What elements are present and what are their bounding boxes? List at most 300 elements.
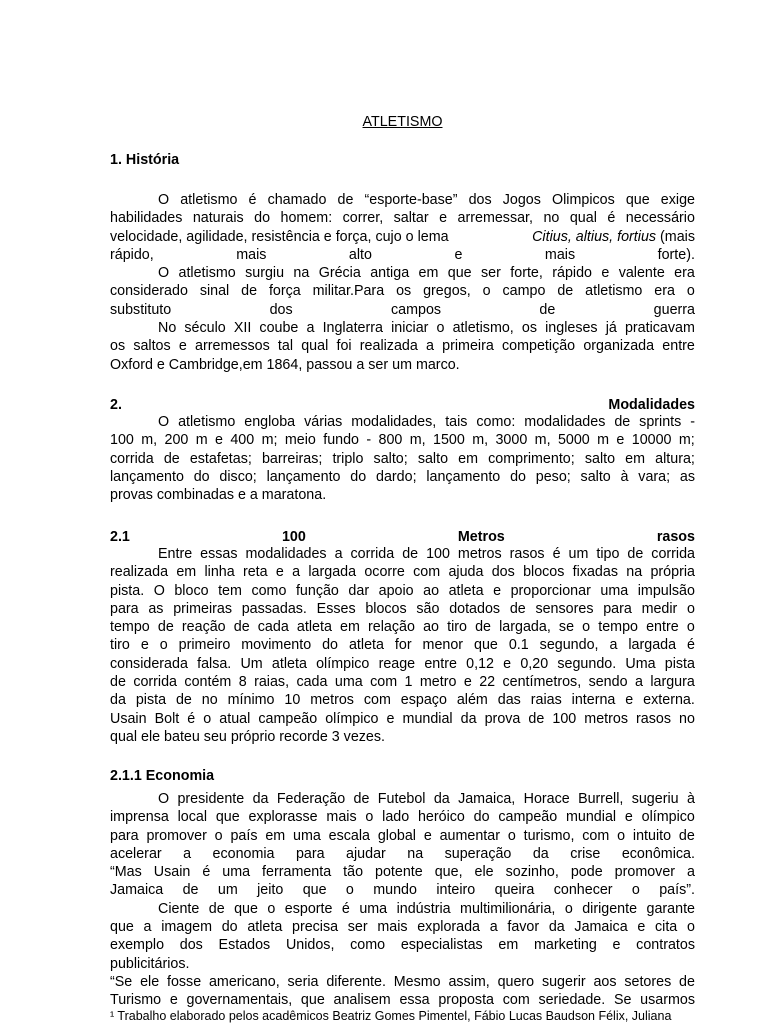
word: o: [159, 637, 168, 654]
text-line: [110, 918, 695, 936]
word: blocos: [365, 600, 407, 617]
word: entre: [662, 338, 695, 355]
word: superação: [444, 845, 512, 862]
word: bloco: [174, 582, 209, 599]
word: -: [690, 414, 695, 430]
word: e: [169, 992, 178, 1009]
word: pista: [135, 692, 167, 709]
word: foi: [336, 338, 352, 355]
word: promover: [146, 827, 207, 844]
word: de: [182, 882, 199, 899]
word: salto: [584, 450, 616, 467]
word: para: [110, 600, 139, 617]
text-line: [110, 808, 695, 826]
word: campeão: [258, 710, 318, 727]
heading-part: rasos: [656, 529, 695, 545]
word: Unidos,: [285, 937, 335, 954]
text-line: [110, 582, 695, 600]
word: era: [654, 283, 675, 300]
word: 0.1: [508, 637, 529, 654]
word: “Se: [110, 973, 133, 990]
text-line: [110, 881, 695, 899]
word: forte,: [510, 265, 543, 282]
word: entre: [424, 655, 457, 672]
word: no: [543, 210, 560, 227]
word: for: [394, 637, 412, 654]
word: “Mas: [110, 864, 142, 881]
word: atual: [219, 710, 251, 727]
word: a: [334, 546, 343, 562]
word: intuito: [632, 827, 672, 844]
word: Mesmo: [393, 973, 441, 990]
word: ajuda: [448, 564, 484, 581]
word: economia: [212, 845, 275, 862]
word: é: [607, 210, 616, 227]
word: menor: [422, 637, 464, 654]
word: século: [184, 320, 226, 337]
word: com: [363, 692, 391, 709]
word: em: [498, 937, 519, 954]
word: contratos: [636, 937, 695, 954]
word: em: [458, 450, 479, 467]
word: atletismo,: [452, 320, 514, 337]
word: correr,: [342, 210, 384, 227]
word: tiro: [110, 637, 130, 654]
word: aos: [593, 973, 617, 990]
word: o: [267, 900, 276, 917]
word: 10: [284, 692, 301, 709]
word: de: [241, 283, 258, 300]
word: sprints: [639, 414, 682, 430]
document-title: ATLETISMO: [362, 114, 443, 130]
word: lado: [382, 809, 410, 826]
word: dos: [179, 937, 203, 954]
word: pista.: [110, 582, 145, 599]
word: mundial: [402, 710, 453, 727]
word: que: [300, 992, 325, 1009]
text-fragment: (mais: [660, 228, 695, 245]
word: atletismo: [178, 265, 236, 282]
word: necessário: [625, 210, 695, 227]
word: o: [507, 827, 516, 844]
text-line: [110, 936, 695, 954]
word: o: [436, 320, 445, 337]
word: largada: [308, 564, 357, 581]
word: imprensa: [110, 809, 169, 826]
word: de: [627, 546, 644, 562]
word: e: [616, 432, 625, 449]
word: altura;: [655, 450, 695, 467]
text-line: [110, 209, 695, 227]
word: rápido,: [110, 246, 154, 263]
word: um: [217, 882, 238, 899]
text-line: [110, 282, 695, 300]
word: corrida: [110, 450, 154, 467]
word: o: [686, 919, 695, 936]
word: e: [423, 827, 432, 844]
word: marketing: [534, 937, 597, 954]
word: o: [214, 827, 223, 844]
word: país: [230, 827, 258, 844]
word: de: [175, 692, 192, 709]
word: como:: [476, 414, 516, 430]
word: rasos: [636, 710, 671, 727]
text-line: [110, 636, 695, 654]
word: cita: [655, 919, 678, 936]
word: guerra: [653, 301, 695, 318]
word: a: [183, 845, 192, 862]
word: m;: [261, 432, 278, 449]
word: mundial: [566, 809, 617, 826]
word: diferente.: [326, 973, 386, 990]
word: olímpico: [641, 809, 695, 826]
word: iniciar: [391, 320, 429, 337]
word: raias: [530, 692, 562, 709]
word: a: [292, 564, 301, 581]
word: O: [158, 265, 170, 282]
word: mínimo: [227, 692, 275, 709]
word: mais: [236, 246, 267, 263]
text-line: [110, 900, 695, 918]
word: reação: [181, 619, 226, 636]
word: quero: [497, 973, 535, 990]
word: arremessar,: [457, 210, 533, 227]
word: corrida: [651, 546, 695, 562]
word: em: [418, 265, 439, 282]
word: são: [416, 600, 440, 617]
word: as: [148, 600, 164, 617]
word: cada: [257, 619, 289, 636]
word: como: [251, 582, 287, 599]
word: que: [474, 637, 498, 654]
word: de: [233, 619, 250, 636]
word: local: [177, 809, 208, 826]
word: de: [163, 450, 180, 467]
word: saltar: [393, 210, 429, 227]
word: reage: [378, 655, 416, 672]
word: rápido: [552, 265, 592, 282]
word: do: [221, 919, 238, 936]
word: atleta: [247, 919, 283, 936]
word: m: [597, 432, 610, 449]
word: Usain: [110, 710, 147, 727]
word: é: [687, 637, 695, 654]
word: o: [686, 619, 695, 636]
word: Futebol: [377, 791, 426, 807]
word: tempo: [598, 619, 638, 636]
word: qual: [569, 210, 597, 227]
word: reta: [242, 564, 268, 581]
word: Esses: [316, 600, 356, 617]
word: barreiras;: [261, 450, 323, 467]
word: 100: [426, 546, 450, 562]
heading-text: Modalidades: [608, 397, 695, 413]
word: indústria: [396, 900, 451, 917]
word: o: [686, 283, 695, 300]
word: espaço: [400, 692, 447, 709]
word: modalidades: [245, 546, 327, 562]
word: os: [521, 320, 537, 337]
word: da: [460, 710, 477, 727]
word: no: [201, 692, 218, 709]
word: O: [158, 414, 170, 430]
text-line: [110, 710, 695, 728]
word: primeira: [442, 338, 494, 355]
word: surgiu: [245, 265, 285, 282]
word: ajudar: [346, 845, 386, 862]
text-line: [110, 337, 695, 355]
word: turismo,: [523, 827, 575, 844]
word: atletismo: [178, 414, 236, 430]
word: jeito: [257, 882, 284, 899]
word: forte).: [657, 246, 695, 263]
word: heróico: [417, 809, 465, 826]
word: de: [157, 619, 174, 636]
word: crise: [570, 845, 601, 862]
text-line: provas combinadas e a maratona.: [110, 487, 327, 504]
word: centímetros,: [502, 674, 582, 691]
word: que: [110, 919, 134, 936]
word: mundo: [373, 882, 417, 899]
word: ferramenta: [262, 864, 332, 881]
word: primeiro: [178, 637, 231, 654]
word: lançamento: [110, 468, 184, 485]
word: m,: [141, 432, 158, 449]
word: setores: [624, 973, 672, 990]
word: exige: [660, 192, 695, 208]
word: Jamaica: [110, 882, 164, 899]
word: e: [625, 692, 634, 709]
word: 22: [479, 674, 496, 691]
word: é: [552, 546, 561, 562]
word: essa: [399, 992, 430, 1009]
word: sensores: [535, 600, 594, 617]
text-line: [110, 319, 695, 337]
word: Estados: [218, 937, 271, 954]
word: metros: [584, 710, 628, 727]
text-line: publicitários.: [110, 955, 190, 972]
word: campeão: [498, 809, 558, 826]
word: força: [268, 283, 301, 300]
word: a: [634, 674, 643, 691]
word: de: [475, 619, 491, 636]
word: mais: [544, 246, 576, 263]
word: a: [687, 864, 695, 881]
word: país”.: [659, 882, 695, 899]
word: 200: [164, 432, 189, 449]
word: e: [637, 919, 646, 936]
word: própria: [650, 564, 695, 581]
word: para: [295, 845, 325, 862]
word: que: [625, 192, 650, 208]
word: econômica.: [621, 845, 695, 862]
section-heading-modalidades: [110, 397, 695, 414]
word: conhecer: [553, 882, 613, 899]
word: usarmos: [640, 992, 695, 1009]
word: da: [110, 692, 126, 709]
word: ele: [474, 864, 494, 881]
word: uma: [334, 674, 363, 691]
word: tem: [218, 582, 242, 599]
word: mais: [326, 809, 357, 826]
text-line: qual ele bateu seu próprio recorde 3 vezes.: [110, 728, 385, 745]
word: engloba: [244, 414, 296, 430]
word: e: [493, 582, 502, 599]
word: e: [454, 246, 463, 263]
word: com: [413, 564, 441, 581]
word: acelerar: [110, 845, 162, 862]
word: comprimento;: [488, 450, 575, 467]
word: dos: [269, 301, 293, 318]
word: da: [252, 791, 269, 807]
word: garante: [646, 900, 695, 917]
word: o: [687, 600, 695, 617]
word: Burrell,: [578, 791, 624, 807]
word: era: [674, 265, 695, 282]
word: primeiras: [173, 600, 232, 617]
word: governamentais,: [186, 992, 293, 1009]
word: sugeriu: [631, 791, 679, 807]
word: fosse: [166, 973, 202, 990]
word: à: [620, 468, 629, 485]
word: americano,: [208, 973, 280, 990]
word: em: [340, 619, 360, 636]
word: o: [582, 619, 591, 636]
word: do: [350, 468, 367, 485]
word: pode: [570, 864, 603, 881]
text-line: [110, 191, 695, 209]
word: estafetas;: [189, 450, 252, 467]
word: mais: [377, 919, 408, 936]
section-modalidades-body: [110, 413, 695, 504]
word: do: [473, 809, 490, 826]
word: essas: [200, 546, 238, 562]
word: salto;: [373, 450, 408, 467]
word: os: [110, 338, 126, 355]
word: coube: [259, 320, 299, 337]
word: modalidades,: [351, 414, 437, 430]
word: na: [626, 564, 643, 581]
word: 5000: [557, 432, 590, 449]
word: Jamaica,: [458, 791, 516, 807]
word: m,: [409, 432, 426, 449]
word: com: [370, 674, 398, 691]
word: fundo: [323, 432, 360, 449]
word: cada: [296, 674, 328, 691]
word: m: [195, 432, 208, 449]
word: e: [275, 564, 284, 581]
word: campo: [502, 283, 546, 300]
word: ao: [423, 582, 440, 599]
word: ocorre: [364, 564, 405, 581]
word: ao: [423, 619, 439, 636]
word: no: [679, 710, 695, 727]
word: considerada: [110, 655, 188, 672]
word: blocos: [523, 564, 565, 581]
text-line: [110, 431, 695, 449]
word: queira: [494, 882, 535, 899]
word: proposta: [438, 992, 494, 1009]
word: linha: [204, 564, 235, 581]
word: que: [302, 882, 327, 899]
word: atleta: [348, 637, 384, 654]
word: escala: [328, 827, 370, 844]
text-line: [110, 600, 695, 618]
word: dos: [468, 192, 492, 208]
word: organizada: [583, 338, 655, 355]
heading-part: Metros: [457, 529, 505, 545]
word: valente: [618, 265, 665, 282]
word: habilidades: [110, 210, 183, 227]
word: m,: [472, 432, 489, 449]
word: Horace: [523, 791, 570, 807]
word: promover: [614, 864, 676, 881]
word: ser: [347, 919, 368, 936]
word: campos: [390, 301, 442, 318]
word: da: [532, 845, 549, 862]
word: realizada: [359, 338, 418, 355]
text-line: [110, 790, 695, 808]
word: prova: [484, 710, 521, 727]
word: de: [402, 546, 419, 562]
word: qual: [301, 338, 329, 355]
word: substituto: [110, 301, 172, 318]
word: 8: [238, 674, 247, 691]
word: 1500: [433, 432, 465, 449]
word: se: [558, 619, 575, 636]
word: um: [568, 546, 589, 562]
word: Bolt: [154, 710, 180, 727]
section-heading-economia: 2.1.1 Economia: [110, 768, 215, 784]
word: gregos,: [423, 283, 471, 300]
word: e: [439, 210, 448, 227]
word: sinal: [199, 283, 230, 300]
word: é: [187, 710, 196, 727]
word: olímpico: [316, 655, 370, 672]
word: proporcionar: [510, 582, 591, 599]
word: já: [605, 320, 617, 337]
word: de: [110, 674, 126, 691]
word: à: [686, 791, 695, 807]
word: segundo.: [557, 655, 617, 672]
word: que,: [434, 864, 463, 881]
motto-text: Citius, altius, fortius: [532, 228, 657, 245]
word: o: [345, 882, 354, 899]
text-line: [110, 264, 695, 282]
word: olímpico: [325, 710, 379, 727]
word: militar.Para: [312, 283, 385, 300]
word: atletismo: [585, 283, 643, 300]
word: passadas.: [241, 600, 307, 617]
word: explorasse: [248, 809, 318, 826]
word: e: [178, 338, 187, 355]
text-line: [110, 545, 695, 563]
word: a: [143, 919, 152, 936]
word: o: [365, 809, 374, 826]
word: Federação: [276, 791, 346, 807]
word: dos: [491, 564, 515, 581]
section-heading-historia: 1. História: [110, 152, 180, 168]
word: de: [509, 600, 526, 617]
word: dotados: [449, 600, 501, 617]
footnote: ¹ Trabalho elaborado pelos acadêmicos Beatriz Gomes Pimentel, Fábio Lucas Baudson Félix, Juliana: [110, 1009, 672, 1023]
word: do: [193, 468, 210, 485]
word: fixadas: [572, 564, 618, 581]
word: o: [631, 882, 640, 899]
word: o: [617, 827, 626, 844]
word: do: [322, 637, 339, 654]
word: Jogos: [502, 192, 541, 208]
